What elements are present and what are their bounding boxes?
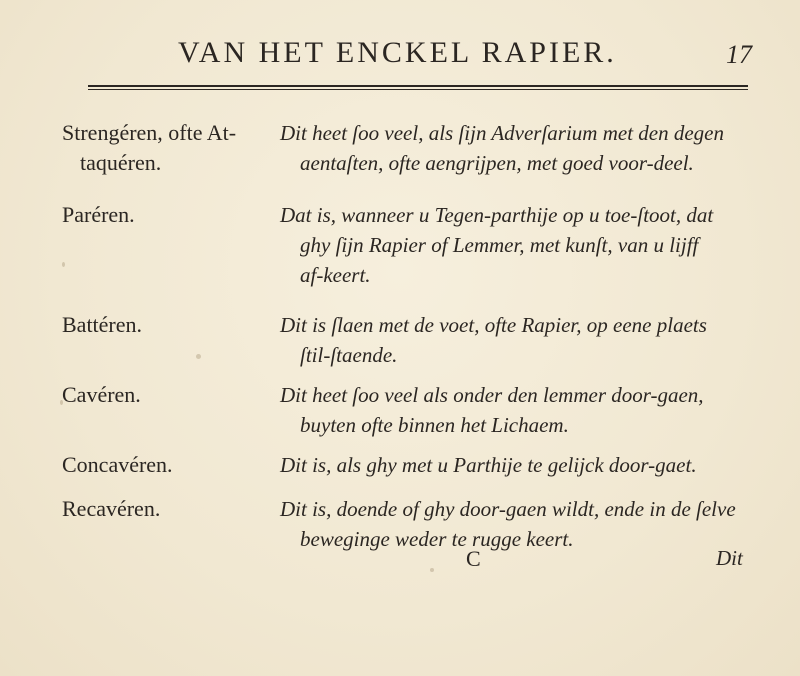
glossary-entry	[62, 118, 762, 200]
term-line: Recavéren.	[62, 496, 161, 521]
definition-line: af-keert.	[300, 263, 371, 287]
entry-term	[62, 380, 280, 410]
entry-term	[62, 494, 280, 524]
term-line: Cavéren.	[62, 382, 141, 407]
paper-speck	[430, 568, 434, 572]
definition-line: Dit is, doende of ghy door-gaen wildt, ende in de ſelve	[280, 497, 736, 521]
glossary-entries	[62, 118, 762, 558]
definition-line: beweginge weder te rugge keert.	[300, 527, 574, 551]
definition-line: Dit heet ſoo veel, als ſijn Adverſarium met den degen	[280, 121, 725, 145]
term-line: Battéren.	[62, 312, 143, 337]
definition-line: buyten ofte binnen het Lichaem.	[300, 413, 569, 437]
definition-line: Dit heet ſoo veel als onder den lemmer door-gaen,	[280, 383, 704, 407]
entry-definition	[280, 494, 762, 554]
definition-line: ghy ſijn Rapier of Lemmer, met kunſt, van u lijff	[300, 233, 699, 257]
definition-line: Dat is, wanneer u Tegen-parthije op u toe-ſtoot, dat	[280, 203, 714, 227]
page-number: 17	[726, 40, 752, 69]
entry-definition	[280, 310, 762, 370]
paper-speck	[60, 400, 63, 405]
page-footer	[0, 546, 800, 582]
glossary-entry	[62, 450, 762, 494]
term-line: Paréren.	[62, 202, 135, 227]
paper-speck	[62, 262, 65, 267]
entry-term	[62, 118, 280, 178]
paper-speck	[196, 354, 201, 359]
term-line: Concavéren.	[62, 452, 173, 477]
entry-term	[62, 200, 280, 230]
glossary-entry	[62, 380, 762, 450]
entry-definition	[280, 450, 762, 480]
entry-definition	[280, 380, 762, 440]
entry-term	[62, 310, 280, 340]
entry-term	[62, 450, 280, 480]
definition-line: ſtil-ſtaende.	[300, 343, 398, 367]
term-line: Strengéren, ofte At-	[62, 120, 237, 145]
definition-line: Dit is ſlaen met de voet, ofte Rapier, op eene plaets	[280, 313, 707, 337]
definition-line: Dit is, als ghy met u Parthije te gelijck door-gaet.	[280, 453, 697, 477]
page-header	[0, 36, 800, 76]
glossary-entry	[62, 200, 762, 310]
definition-line: aentaſten, ofte aengrijpen, met goed voor-deel.	[300, 151, 694, 175]
running-title: VAN HET ENCKEL RAPIER.	[178, 36, 617, 69]
header-rule	[88, 85, 748, 90]
term-line: taquéren.	[80, 150, 162, 175]
entry-definition	[280, 118, 762, 178]
catchword: Dit	[716, 546, 743, 570]
entry-definition	[280, 200, 762, 290]
glossary-entry	[62, 310, 762, 380]
signature-mark: C	[466, 546, 481, 571]
